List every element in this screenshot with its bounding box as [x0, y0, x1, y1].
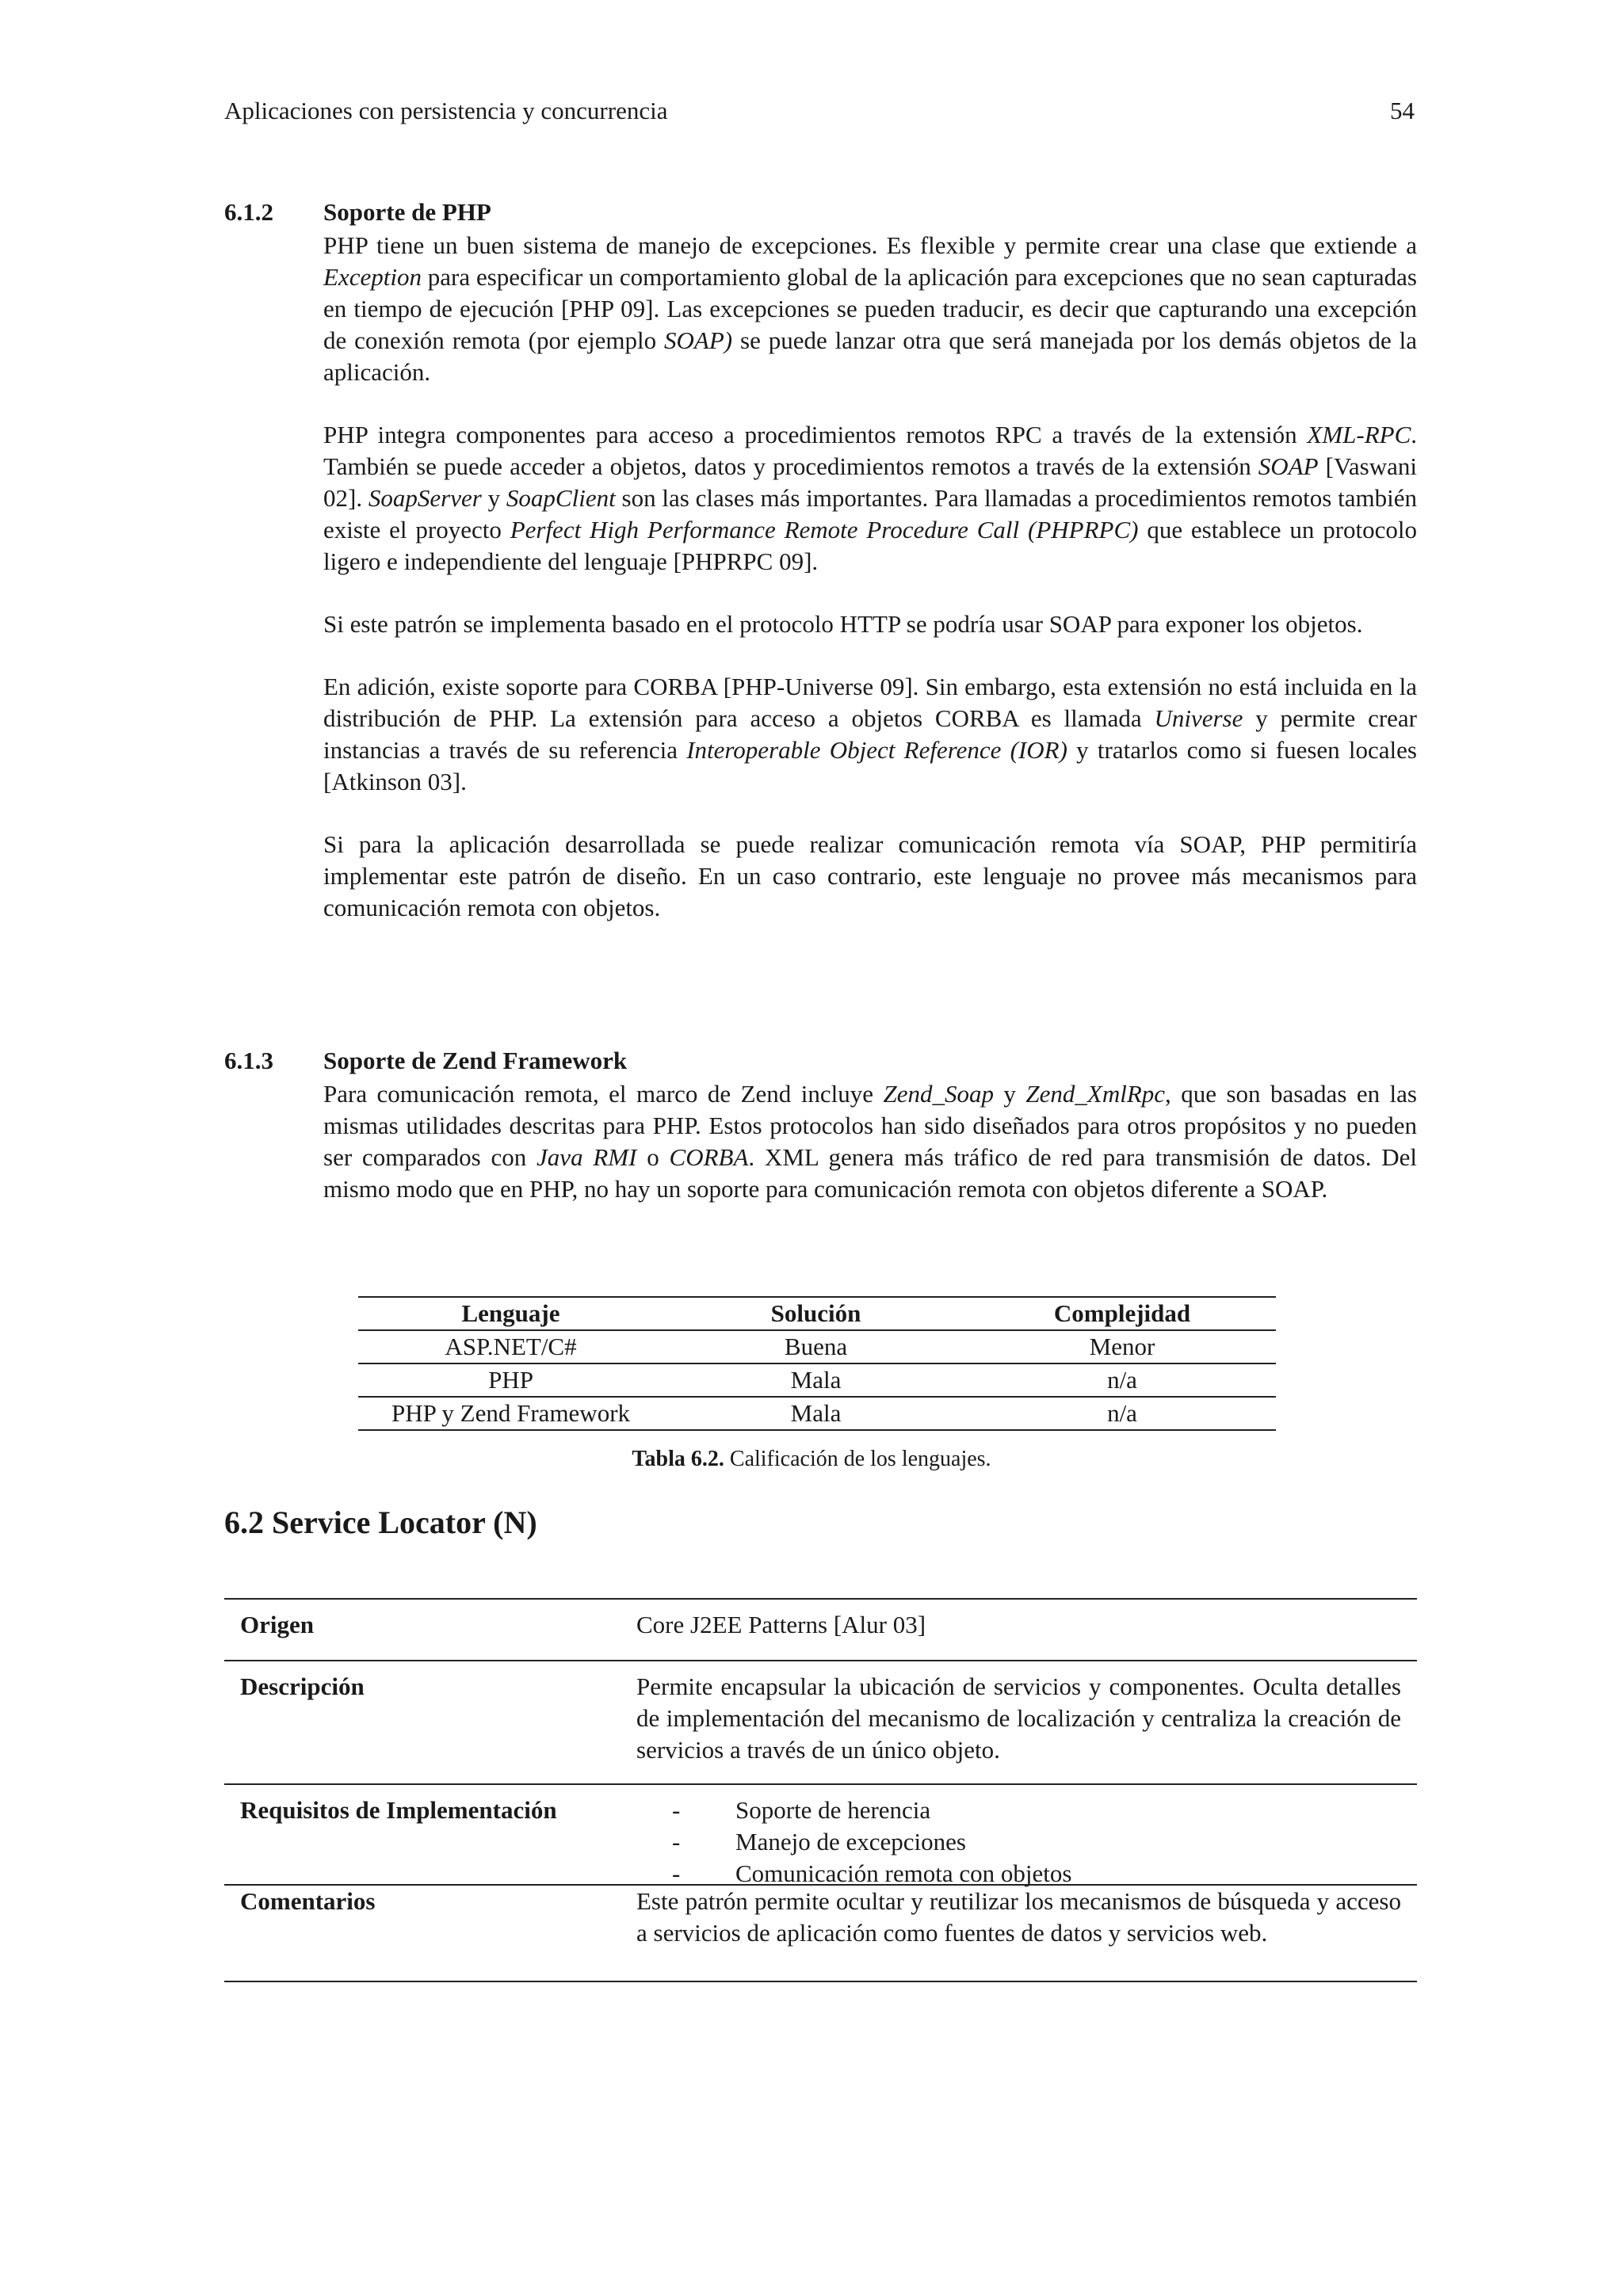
section-number: 6.1.2 [224, 198, 273, 226]
paragraph [323, 1078, 1417, 1205]
table-caption [0, 1447, 1623, 1472]
list-item [636, 1858, 1401, 1890]
table-cell: ASP.NET/C# [358, 1330, 663, 1363]
table-row [358, 1397, 1276, 1430]
caption-label: Tabla 6.2. [632, 1447, 724, 1471]
section-title: Soporte de Zend Framework [323, 1047, 628, 1074]
paragraph [323, 608, 1417, 640]
table-cell: n/a [968, 1397, 1276, 1430]
table-cell: n/a [968, 1363, 1276, 1397]
row-value: Este patrón permite ocultar y reutilizar los mecanismos de búsqueda y acceso a servicios de aplicación como fuentes de datos y servicios web. [636, 1887, 1401, 1947]
list-item [636, 1794, 1401, 1826]
requirements-list [636, 1794, 1401, 1890]
list-item-text: Soporte de herencia [735, 1796, 931, 1824]
list-marker: - [672, 1828, 681, 1855]
italic-term: Zend_XmlRpc [1025, 1080, 1166, 1108]
text-run: En adición, existe soporte para CORBA [PHP-Universe 09]. Sin embargo, esta extensión no está incluida en la distribución de PHP. La extensión para acceso a objetos CORBA es llamada [323, 673, 1417, 732]
list-item [636, 1826, 1401, 1858]
paragraph [323, 419, 1417, 578]
table-cell: Menor [968, 1330, 1276, 1363]
pattern-row-requisitos [224, 1785, 1417, 1886]
pattern-table [224, 1598, 1417, 1982]
row-value: Core J2EE Patterns [Alur 03] [636, 1611, 926, 1638]
section-6-2-heading: 6.2 Service Locator (N) [224, 1505, 537, 1540]
running-header-title: Aplicaciones con persistencia y concurrencia [224, 97, 668, 124]
column-header: Lenguaje [358, 1297, 663, 1330]
italic-term: SoapServer [368, 484, 482, 512]
column-header: Solución [663, 1297, 968, 1330]
text-run: y tratarlos como si fuesen locales [Atkinson 03]. [323, 736, 1417, 795]
table-cell: PHP [358, 1363, 663, 1397]
text-run: y [481, 484, 506, 512]
text-run: se puede lanzar otra que será manejada por los demás objetos de la aplicación. [323, 326, 1417, 386]
row-label: Requisitos de Implementación [240, 1796, 557, 1824]
text-run: son las clases más importantes. Para llamadas a procedimientos remotos también existe el proyecto [323, 484, 1418, 543]
row-value: Permite encapsular la ubicación de servicios y componentes. Oculta detalles de implementación del mecanismo de localización y centraliza la creación de servicios a través de un único objeto. [636, 1672, 1401, 1764]
section-number: 6.1.3 [224, 1047, 273, 1074]
italic-term: SOAP) [664, 326, 733, 354]
text-run: Para comunicación remota, el marco de Zend incluye [323, 1080, 884, 1108]
italic-term: SoapClient [506, 484, 616, 512]
text-run: que establece un protocolo ligero e independiente del lenguaje [PHPRPC 09]. [323, 516, 1418, 575]
page-number: 54 [1390, 97, 1415, 124]
text-run: , que son basadas en las mismas utilidades descritas para PHP. Estos protocolos han sido diseñados para otros propósitos y no pueden ser comparados con [323, 1080, 1417, 1171]
italic-term: Perfect High Performance Remote Procedure Call (PHPRPC) [510, 516, 1139, 543]
text-run: y [993, 1080, 1026, 1108]
row-label: Origen [240, 1611, 314, 1638]
paragraph [323, 829, 1417, 924]
pattern-row-descripcion [224, 1661, 1417, 1785]
column-header: Complejidad [968, 1297, 1276, 1330]
pattern-row-comentarios [224, 1886, 1417, 1982]
text-run: Si este patrón se implementa basado en el protocolo HTTP se podría usar SOAP para exponer los objetos. [323, 610, 1363, 638]
text-run: o [636, 1143, 670, 1171]
italic-term: Universe [1154, 704, 1243, 732]
italic-term: Interoperable Object Reference (IOR) [686, 736, 1067, 764]
italic-term: XML-RPC [1307, 421, 1411, 448]
list-marker: - [672, 1796, 681, 1824]
list-item-text: Comunicación remota con objetos [735, 1859, 1072, 1887]
text-run: PHP tiene un buen sistema de manejo de excepciones. Es flexible y permite crear una clase que extiende a [323, 231, 1417, 259]
list-item-text: Manejo de excepciones [735, 1828, 966, 1855]
text-run: para especificar un comportamiento global de la aplicación para excepciones que no sean capturadas en tiempo de ejecución [PHP 09]. Las excepciones se pueden traducir, es decir que capturando una excepción de conexión remota (por ejemplo [323, 263, 1417, 354]
table-cell: PHP y Zend Framework [358, 1397, 663, 1430]
italic-term: Java RMI [537, 1143, 637, 1171]
table-header-row [358, 1297, 1276, 1330]
text-run: y permite crear instancias a través de su referencia [323, 704, 1417, 764]
italic-term: CORBA [669, 1143, 749, 1171]
paragraph [323, 230, 1417, 388]
text-run: . También se puede acceder a objetos, datos y procedimientos remotos a través de la extensión [323, 421, 1417, 480]
row-label: Descripción [240, 1672, 365, 1700]
italic-term: Zend_Soap [883, 1080, 994, 1108]
languages-table [358, 1296, 1276, 1431]
table-row [358, 1363, 1276, 1397]
caption-text: Calificación de los lenguajes. [724, 1447, 991, 1471]
text-run: . XML genera más tráfico de red para transmisión de datos. Del mismo modo que en PHP, no hay un soporte para comunicación remota con objetos diferente a SOAP. [323, 1143, 1417, 1203]
table-row [358, 1330, 1276, 1363]
italic-term: Exception [323, 263, 422, 291]
list-marker: - [672, 1859, 681, 1887]
table-cell: Mala [663, 1397, 968, 1430]
row-label: Comentarios [240, 1887, 376, 1915]
pattern-row-origen [224, 1600, 1417, 1661]
paragraph [323, 671, 1417, 798]
italic-term: SOAP [1258, 452, 1319, 480]
text-run: PHP integra componentes para acceso a procedimientos remotos RPC a través de la extensión [323, 421, 1308, 448]
row-value [636, 1785, 1401, 1890]
text-run: Si para la aplicación desarrollada se puede realizar comunicación remota vía SOAP, PHP permitiría implementar este patrón de diseño. En un caso contrario, este lenguaje no provee más mecanismos para comunicación remota con objetos. [323, 830, 1417, 921]
table-cell: Buena [663, 1330, 968, 1363]
text-run: [Vaswani 02]. [323, 452, 1417, 512]
section-title: Soporte de PHP [323, 198, 491, 226]
table-cell: Mala [663, 1363, 968, 1397]
